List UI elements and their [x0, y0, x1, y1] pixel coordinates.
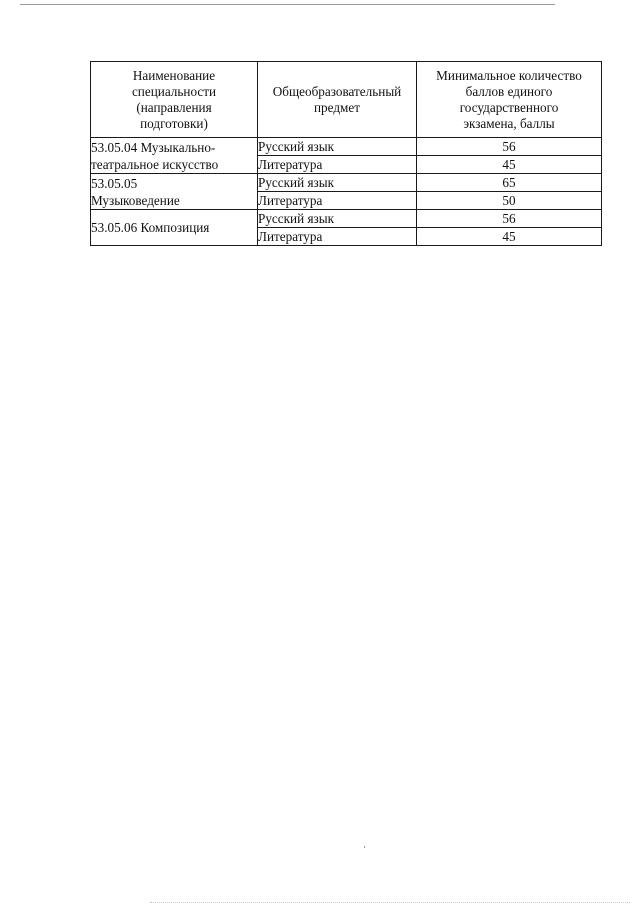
score-cell: 56 [417, 210, 602, 228]
scan-speck [364, 846, 365, 848]
subject-cell: Русский язык [258, 174, 417, 192]
table-row [91, 138, 602, 156]
score-cell: 50 [417, 192, 602, 210]
exam-scores-table [90, 61, 602, 246]
page-top-edge [20, 4, 555, 5]
header-subject: Общеобразовательный предмет [258, 62, 417, 138]
header-min-score: Минимальное количество баллов единого государственного экзамена, баллы [417, 62, 602, 138]
subject-cell: Литература [258, 228, 417, 246]
score-cell: 65 [417, 174, 602, 192]
header-specialty: Наименование специальности (направления подготовки) [91, 62, 258, 138]
subject-cell: Литература [258, 192, 417, 210]
page-bottom-edge [150, 902, 630, 903]
score-cell: 45 [417, 228, 602, 246]
table-row [91, 210, 602, 228]
specialty-cell: 53.05.04 Музыкально-театральное искусство [91, 138, 258, 174]
table-row [91, 174, 602, 192]
subject-cell: Русский язык [258, 138, 417, 156]
table-header-row [91, 62, 602, 138]
subject-cell: Литература [258, 156, 417, 174]
specialty-cell: 53.05.05 Музыковедение [91, 174, 258, 210]
score-cell: 56 [417, 138, 602, 156]
specialty-cell: 53.05.06 Композиция [91, 210, 258, 246]
subject-cell: Русский язык [258, 210, 417, 228]
score-cell: 45 [417, 156, 602, 174]
